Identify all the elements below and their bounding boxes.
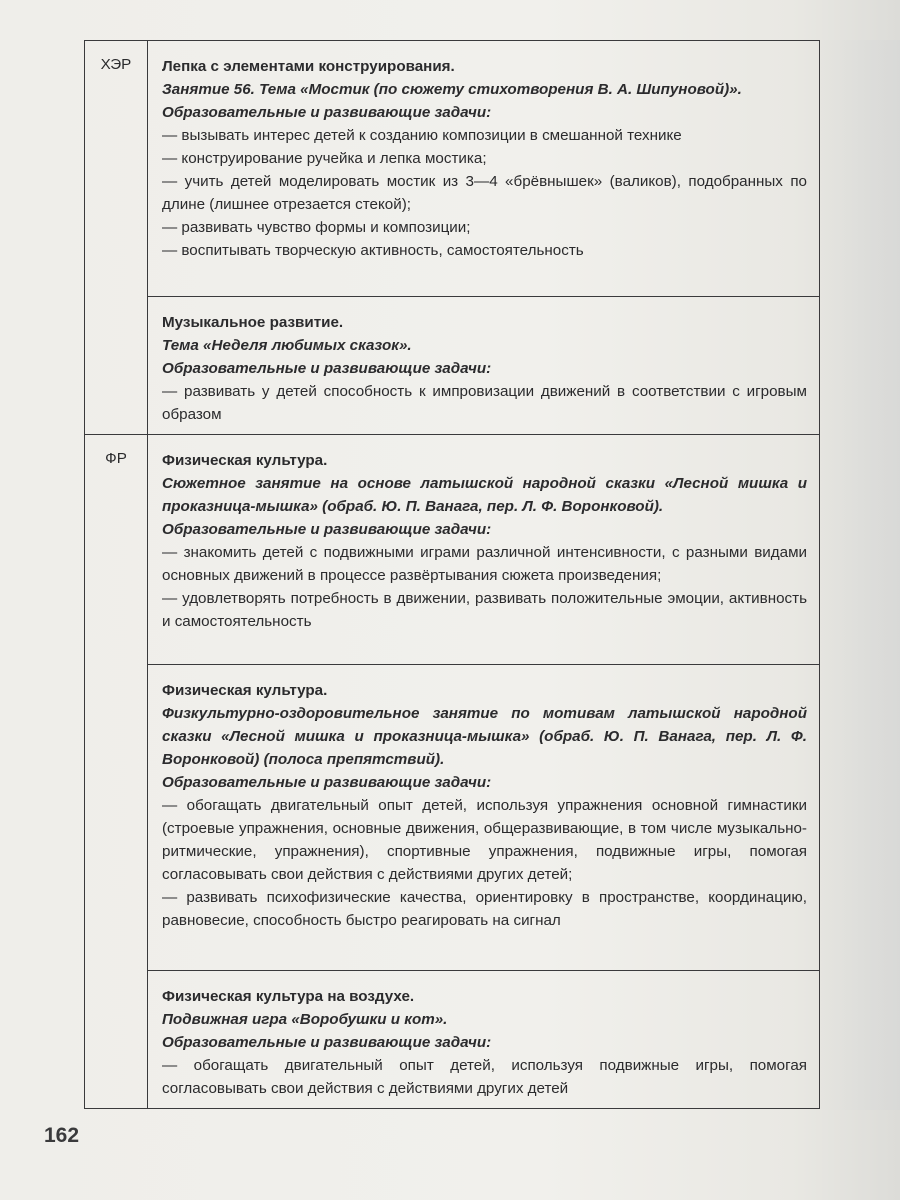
page-number: 162 — [44, 1124, 80, 1147]
activity-title: Физическая культура. — [162, 682, 328, 699]
activity-block — [148, 435, 820, 665]
table-row — [85, 435, 820, 665]
activity-block — [148, 971, 820, 1109]
tasks-heading: Образовательные и развивающие задачи: — [162, 1034, 492, 1051]
next-page-edge — [820, 40, 900, 1110]
area-cell: ХЭР — [85, 41, 148, 435]
area-cell: ФР — [85, 435, 148, 1109]
task-item: — обогащать двигательный опыт детей, используя упражнения основной гимнастики (строевые упражнения, основные движения, общеразвивающие, в том числе музыкально-ритмические, упражнения), спортивные упражнения, подвижные игры, помогая согласовывать свои действия с действиями других детей; — [162, 797, 807, 883]
lesson-plan-table — [84, 40, 820, 1109]
activity-block — [148, 297, 820, 435]
task-item: — конструирование ручейка и лепка мостика; — [162, 150, 487, 167]
activity-subtitle: Тема «Неделя любимых сказок». — [162, 337, 412, 354]
activity-title: Лепка с элементами конструирования. — [162, 58, 455, 75]
task-item: — воспитывать творческую активность, самостоятельность — [162, 242, 584, 259]
table-row — [85, 971, 820, 1109]
tasks-heading: Образовательные и развивающие задачи: — [162, 521, 492, 538]
table-row — [85, 665, 820, 971]
task-item: — учить детей моделировать мостик из 3—4 «брёвнышек» (валиков), подобранных по длине (лишнее отрезается стекой); — [162, 173, 807, 213]
activity-block — [148, 665, 820, 971]
task-item: — развивать у детей способность к импровизации движений в соответствии с игровым образом — [162, 383, 807, 423]
task-item: — вызывать интерес детей к созданию композиции в смешанной технике — [162, 127, 682, 144]
task-item: — развивать чувство формы и композиции; — [162, 219, 471, 236]
activity-subtitle: Занятие 56. Тема «Мостик (по сюжету стихотворения В. А. Шипуновой)». — [162, 81, 742, 98]
task-item: — развивать психофизические качества, ориентировку в пространстве, координацию, равновесие, способность быстро реагировать на сигнал — [162, 889, 807, 929]
activity-subtitle: Физкультурно-оздоровительное занятие по мотивам латышской народной сказки «Лесной мишка и проказница-мышка» (обраб. Ю. П. Ванага, пер. Л. Ф. Воронковой) (полоса препятствий). — [162, 705, 807, 768]
activity-title: Физическая культура на воздухе. — [162, 988, 415, 1005]
task-item: — обогащать двигательный опыт детей, используя подвижные игры, помогая согласовывать свои действия с действиями других детей — [162, 1057, 807, 1097]
task-item: — удовлетворять потребность в движении, развивать положительные эмоции, активность и самостоятельность — [162, 590, 807, 630]
activity-subtitle: Подвижная игра «Воробушки и кот». — [162, 1011, 448, 1028]
activity-subtitle: Сюжетное занятие на основе латышской народной сказки «Лесной мишка и проказница-мышка» (обраб. Ю. П. Ванага, пер. Л. Ф. Воронковой). — [162, 475, 807, 515]
task-item: — знакомить детей с подвижными играми различной интенсивности, с разными видами основных движений в процессе развёртывания сюжета произведения; — [162, 544, 807, 584]
table-row — [85, 297, 820, 435]
activity-block — [148, 41, 820, 297]
tasks-heading: Образовательные и развивающие задачи: — [162, 774, 492, 791]
tasks-heading: Образовательные и развивающие задачи: — [162, 360, 492, 377]
table-row — [85, 41, 820, 297]
activity-title: Музыкальное развитие. — [162, 314, 344, 331]
activity-title: Физическая культура. — [162, 452, 328, 469]
tasks-heading: Образовательные и развивающие задачи: — [162, 104, 492, 121]
